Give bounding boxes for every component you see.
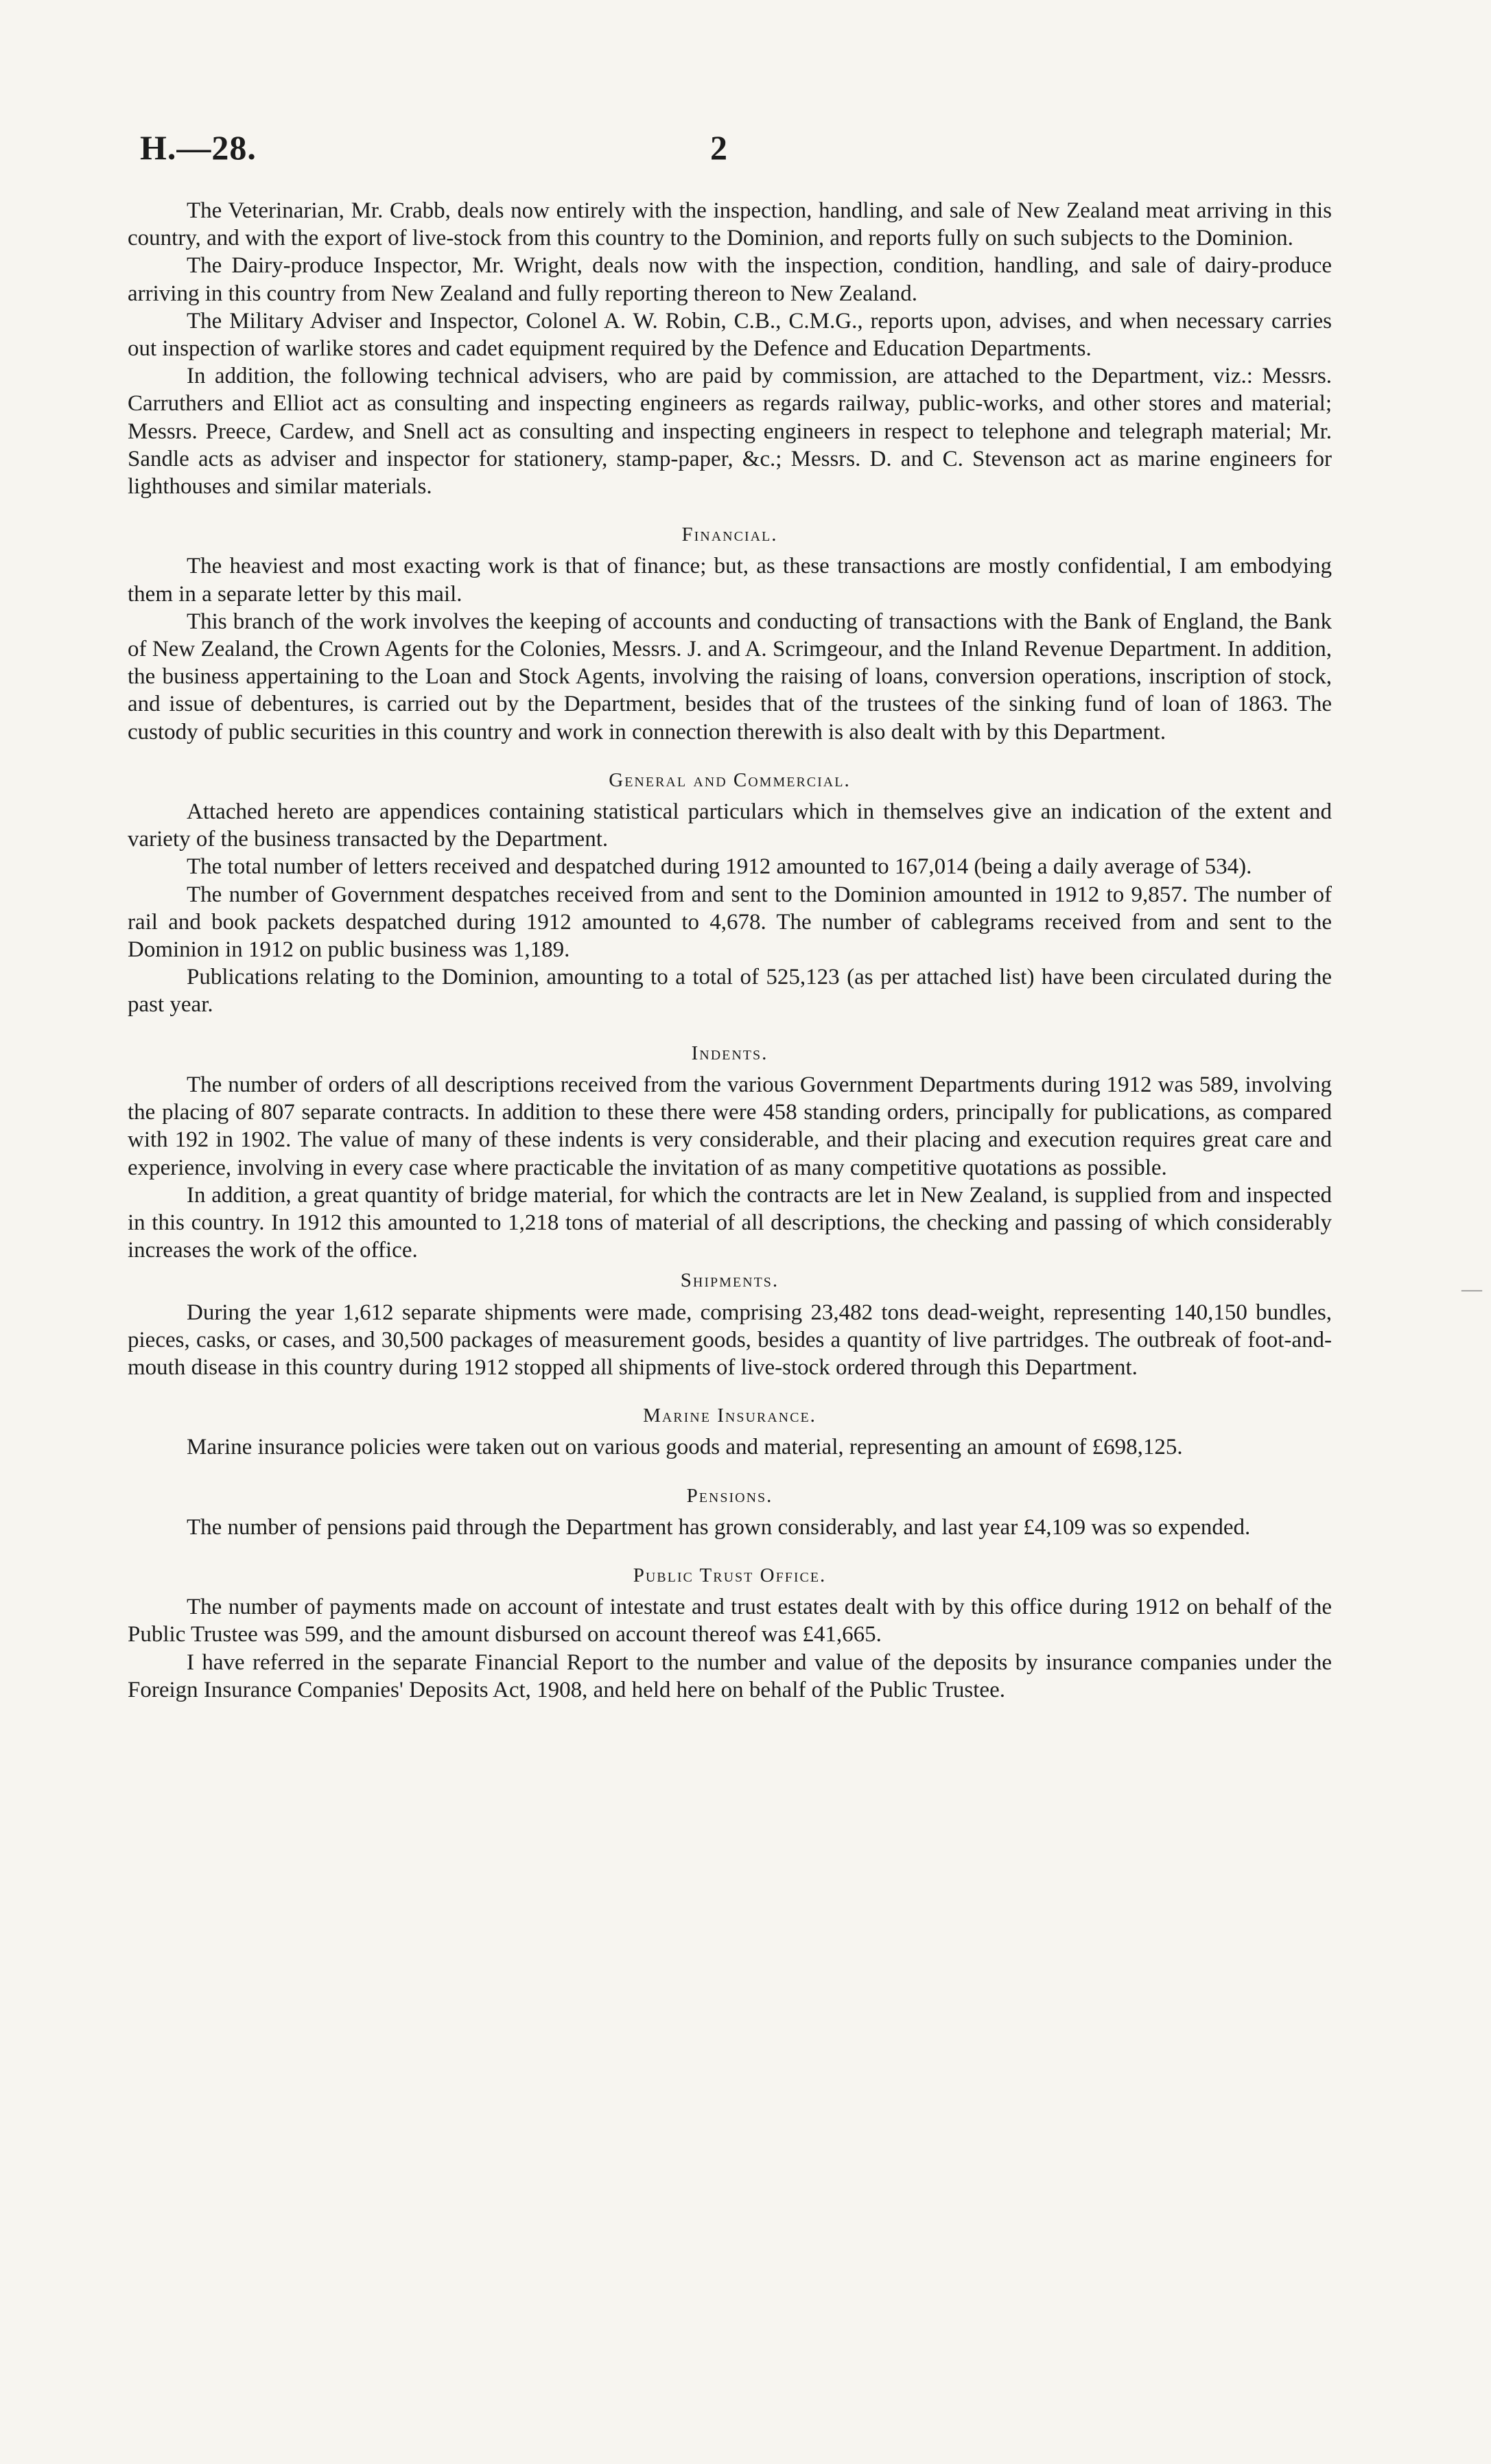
section-heading: Indents. (691, 1042, 768, 1064)
pensions-section (128, 1482, 1332, 1541)
margin-mark: — (1461, 1278, 1482, 1300)
paragraph: Publications relating to the Dominion, amounting to a total of 525,123 (as per attached list) have been circulated during the past year. (128, 965, 1332, 1018)
paragraph: In addition, a great quantity of bridge material, for which the contracts are let in New Zealand, is supplied from and inspected in this country. In 1912 this amounted to 1,218 tons of material of all descriptions, the checking and passing of which considerably increases the work of the office. (128, 1182, 1332, 1263)
paragraph: The Dairy-produce Inspector, Mr. Wright, deals now with the inspection, condition, handling, and sale of dairy-produce arriving in this country from New Zealand and fully reporting thereon to New Zealand. (128, 253, 1332, 306)
financial-section (128, 521, 1332, 746)
section-heading: Marine Insurance. (643, 1405, 817, 1427)
paragraph: The total number of letters received and despatched during 1912 amounted to 167,014 (being a daily average of 534). (187, 854, 1252, 880)
marine-insurance-section (128, 1402, 1332, 1461)
paragraph: Attached hereto are appendices containing statistical particulars which in themselves give an indication of the extent and variety of the business transacted by the Department. (128, 799, 1332, 852)
paragraph: Marine insurance policies were taken out on various goods and material, representing an amount of £698,125. (187, 1435, 1183, 1460)
paragraph: The number of payments made on account of intestate and trust estates dealt with by this office during 1912 on behalf of the Public Trustee was 599, and the amount disbursed on account thereof was £41,665. (128, 1595, 1332, 1647)
indents-section (128, 1040, 1332, 1265)
paragraph: The number of pensions paid through the Department has grown considerably, and last year £4,109 was so expended. (187, 1514, 1251, 1540)
section-heading: Public Trust Office. (633, 1564, 827, 1586)
paragraph: The heaviest and most exacting work is that of finance; but, as these transactions are mostly confidential, I am embodying them in a separate letter by this mail. (128, 554, 1332, 607)
section-heading: Financial. (681, 524, 778, 546)
paragraph: The number of orders of all descriptions received from the various Government Departments during 1912 was 589, involving the placing of 807 separate contracts. In addition to these there were 458 standing orders, principally for publications, as compared with 192 in 1902. The value of many of these indents is very considerable, and their placing and execution requires great care and experience, involving in every case where practicable the invitation of as many competitive quotations as possible. (128, 1072, 1332, 1180)
section-heading: Shipments. (680, 1269, 779, 1292)
paragraph: In addition, the following technical advisers, who are paid by commission, are attached to the Department, viz.: Messrs. Carruthers and Elliot act as consulting and inspecting engineers as regards railway, public-works, and other stores and material; Messrs. Preece, Cardew, and Snell act as consulting and inspecting engineers in respect to telephone and telegraph material; Mr. Sandle acts as adviser and inspector for stationery, stamp-paper, &c.; Messrs. D. and C. Stevenson act as marine engineers for lighthouses and similar materials. (128, 364, 1332, 500)
paragraph: This branch of the work involves the keeping of accounts and conducting of transactions with the Bank of England, the Bank of New Zealand, the Crown Agents for the Colonies, Messrs. J. and A. Scrimgeour, and the Inland Revenue Department. In addition, the business appertaining to the Loan and Stock Agents, involving the raising of loans, conversion operations, inscription of stock, and issue of debentures, is carried out by the Department, besides that of the trustees of the sinking fund of loan of 1863. The custody of public securities in this country and work in connection therewith is also dealt with by this Department. (128, 609, 1332, 744)
paragraph: I have referred in the separate Financial Report to the number and value of the deposits by insurance companies under the Foreign Insurance Companies' Deposits Act, 1908, and held here on behalf of the Public Trustee. (128, 1650, 1332, 1702)
document-reference: H.—28. (140, 128, 257, 167)
section-heading: Pensions. (686, 1484, 773, 1507)
shipments-section (128, 1267, 1332, 1381)
section-heading: General and Commercial. (609, 768, 851, 791)
paragraph: During the year 1,612 separate shipments were made, comprising 23,482 tons dead-weight, representing 140,150 bundles, pieces, casks, or cases, and 30,500 packages of measurement goods, besides a quantity of live partridges. The outbreak of foot-and-mouth disease in this country during 1912 stopped all shipments of live-stock ordered through this Department. (128, 1300, 1332, 1380)
paragraph: The number of Government despatches received from and sent to the Dominion amounted in 1912 to 9,857. The number of rail and book packets despatched during 1912 amounted to 4,678. The number of cablegrams received from and sent to the Dominion in 1912 on public business was 1,189. (128, 882, 1332, 963)
paragraph: The Military Adviser and Inspector, Colonel A. W. Robin, C.B., C.M.G., reports upon, advises, and when necessary carries out inspection of warlike stores and cadet equipment required by the Defence and Education Departments. (128, 308, 1332, 362)
page-number: 2 (710, 128, 727, 167)
document-body (128, 197, 1332, 1704)
public-trust-office-section (128, 1562, 1332, 1704)
general-commercial-section (128, 766, 1332, 1019)
intro-section (128, 197, 1332, 500)
paragraph: The Veterinarian, Mr. Crabb, deals now entirely with the inspection, handling, and sale of New Zealand meat arriving in this country, and with the export of live-stock from this country to the Dominion, and reports fully on such subjects to the Dominion. (128, 198, 1332, 251)
